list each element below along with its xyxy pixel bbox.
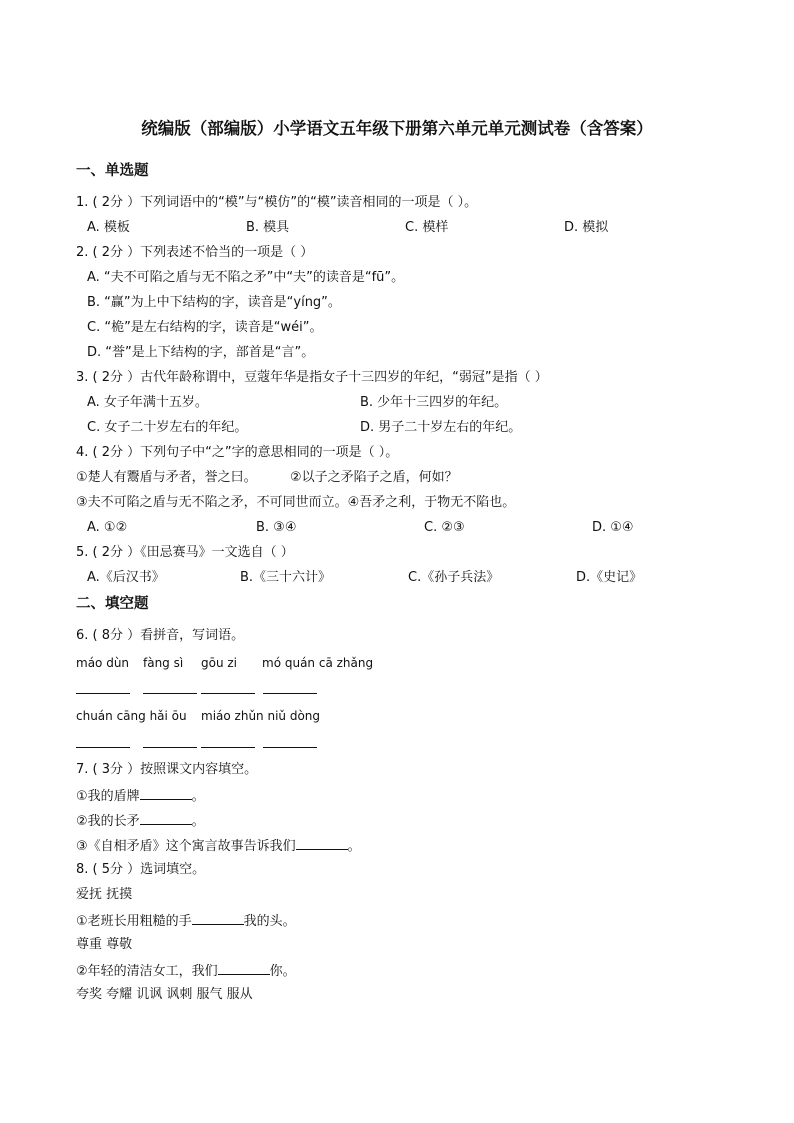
- question-5-option-a: A.《后汉书》: [87, 570, 165, 585]
- question-2-option-b: B. “赢”为上中下结构的字，读音是“yíng”。: [87, 295, 341, 310]
- question-5-option-b: B.《三十六计》: [240, 570, 332, 585]
- answer-blank[interactable]: [140, 812, 192, 825]
- section-single-choice: 一、单选题: [76, 163, 149, 179]
- answer-blank[interactable]: [296, 837, 348, 850]
- question-5-option-c: C.《孙子兵法》: [408, 570, 500, 585]
- answer-line[interactable]: [143, 747, 197, 748]
- item-text: ①老班长用粗糙的手: [76, 914, 192, 929]
- question-4-sentence-2: ②以子之矛陷子之盾，何如？: [290, 470, 458, 485]
- item-text: ③《自相矛盾》这个寓言故事告诉我们: [76, 839, 296, 854]
- word-choices-2: 尊重 尊敬: [76, 937, 133, 952]
- question-3-option-c: C. 女子二十岁左右的年纪。: [87, 420, 248, 435]
- answer-line[interactable]: [76, 747, 130, 748]
- question-4-option-b: B. ③④: [256, 520, 297, 535]
- item-end: 。: [347, 839, 361, 854]
- section-fill-blank: 二、填空题: [76, 596, 149, 612]
- question-2-option-a: A. “夫不可陷之盾与无不陷之矛”中“夫”的读音是“fū”。: [87, 270, 405, 285]
- question-7-item-3: [76, 837, 361, 855]
- question-2-stem: 2. ( 2分 ）下列表述不恰当的一项是（ ）: [76, 245, 314, 260]
- question-1-option-b: B. 模具: [246, 220, 290, 235]
- question-4-option-d: D. ①④: [592, 520, 634, 535]
- question-7-item-2: [76, 812, 205, 830]
- question-4-option-a: A. ①②: [87, 520, 128, 535]
- question-3-option-b: B. 少年十三四岁的年纪。: [360, 395, 508, 410]
- question-1-option-c: C. 模样: [405, 220, 449, 235]
- answer-blank[interactable]: [192, 912, 244, 925]
- question-8-sentence-1: [76, 912, 296, 930]
- pinyin: gōu zi: [201, 656, 238, 670]
- answer-line[interactable]: [263, 747, 317, 748]
- question-8-stem: 8. ( 5分 ）选词填空。: [76, 862, 206, 877]
- question-3-stem: 3. ( 2分 ）古代年龄称谓中，豆蔻年华是指女子十三四岁的年纪，“弱冠”是指（ ）: [76, 370, 548, 385]
- question-4-stem: 4. ( 2分 ）下列句子中“之”字的意思相同的一项是（ ）。: [76, 445, 399, 460]
- pinyin: mó quán cā zhǎng: [262, 656, 374, 670]
- question-7-item-1: [76, 787, 205, 805]
- question-6-stem: 6. ( 8分 ）看拼音，写词语。: [76, 628, 245, 643]
- word-choices-1: 爱抚 抚摸: [76, 887, 133, 902]
- word-choices-3: 夸奖 夸耀 讥讽 讽刺 服气 服从: [76, 987, 253, 1002]
- question-1-option-d: D. 模拟: [564, 220, 609, 235]
- item-text: ②年轻的清洁女工，我们: [76, 964, 218, 979]
- question-2-option-c: C. “桅”是左右结构的字，读音是“wéi”。: [87, 320, 323, 335]
- item-end: 。: [191, 814, 205, 829]
- question-5-option-d: D.《史记》: [576, 570, 643, 585]
- question-8-sentence-2: [76, 962, 296, 980]
- question-2-option-d: D. “誉”是上下结构的字，部首是“言”。: [87, 345, 315, 360]
- pinyin: máo dùn: [76, 656, 130, 670]
- page-title: 统编版（部编版）小学语文五年级下册第六单元单元测试卷（含答案）: [141, 119, 653, 138]
- item-text: ①我的盾牌: [76, 789, 140, 804]
- answer-blank[interactable]: [218, 962, 270, 975]
- question-5-stem: 5. ( 2分 ）《田忌赛马》一文选自（ ）: [76, 545, 294, 560]
- question-3-option-a: A. 女子年满十五岁。: [87, 395, 208, 410]
- answer-blank[interactable]: [140, 787, 192, 800]
- question-4-sentence-1: ①楚人有鬻盾与矛者，誉之曰。: [76, 470, 257, 485]
- item-end: 我的头。: [243, 914, 296, 929]
- pinyin: fàng sì: [143, 656, 184, 670]
- pinyin: chuán cāng hǎi ōu: [76, 709, 187, 723]
- answer-line[interactable]: [263, 693, 317, 694]
- question-4-sentence-3-4: ③夫不可陷之盾与无不陷之矛，不可同世而立。④吾矛之利，于物无不陷也。: [76, 495, 516, 510]
- question-1-option-a: A. 模板: [87, 220, 130, 235]
- answer-line[interactable]: [76, 693, 130, 694]
- item-text: ②我的长矛: [76, 814, 140, 829]
- answer-line[interactable]: [143, 693, 197, 694]
- item-end: 。: [191, 789, 205, 804]
- question-4-option-c: C. ②③: [424, 520, 465, 535]
- question-1-stem: 1. ( 2分 ）下列词语中的“模”与“模仿”的“模”读音相同的一项是（ ）。: [76, 195, 478, 210]
- question-3-option-d: D. 男子二十岁左右的年纪。: [360, 420, 522, 435]
- item-end: 你。: [269, 964, 296, 979]
- answer-line[interactable]: [201, 747, 255, 748]
- answer-line[interactable]: [201, 693, 255, 694]
- pinyin: miáo zhǔn niǔ dòng: [201, 709, 321, 723]
- question-7-stem: 7. ( 3分 ）按照课文内容填空。: [76, 762, 258, 777]
